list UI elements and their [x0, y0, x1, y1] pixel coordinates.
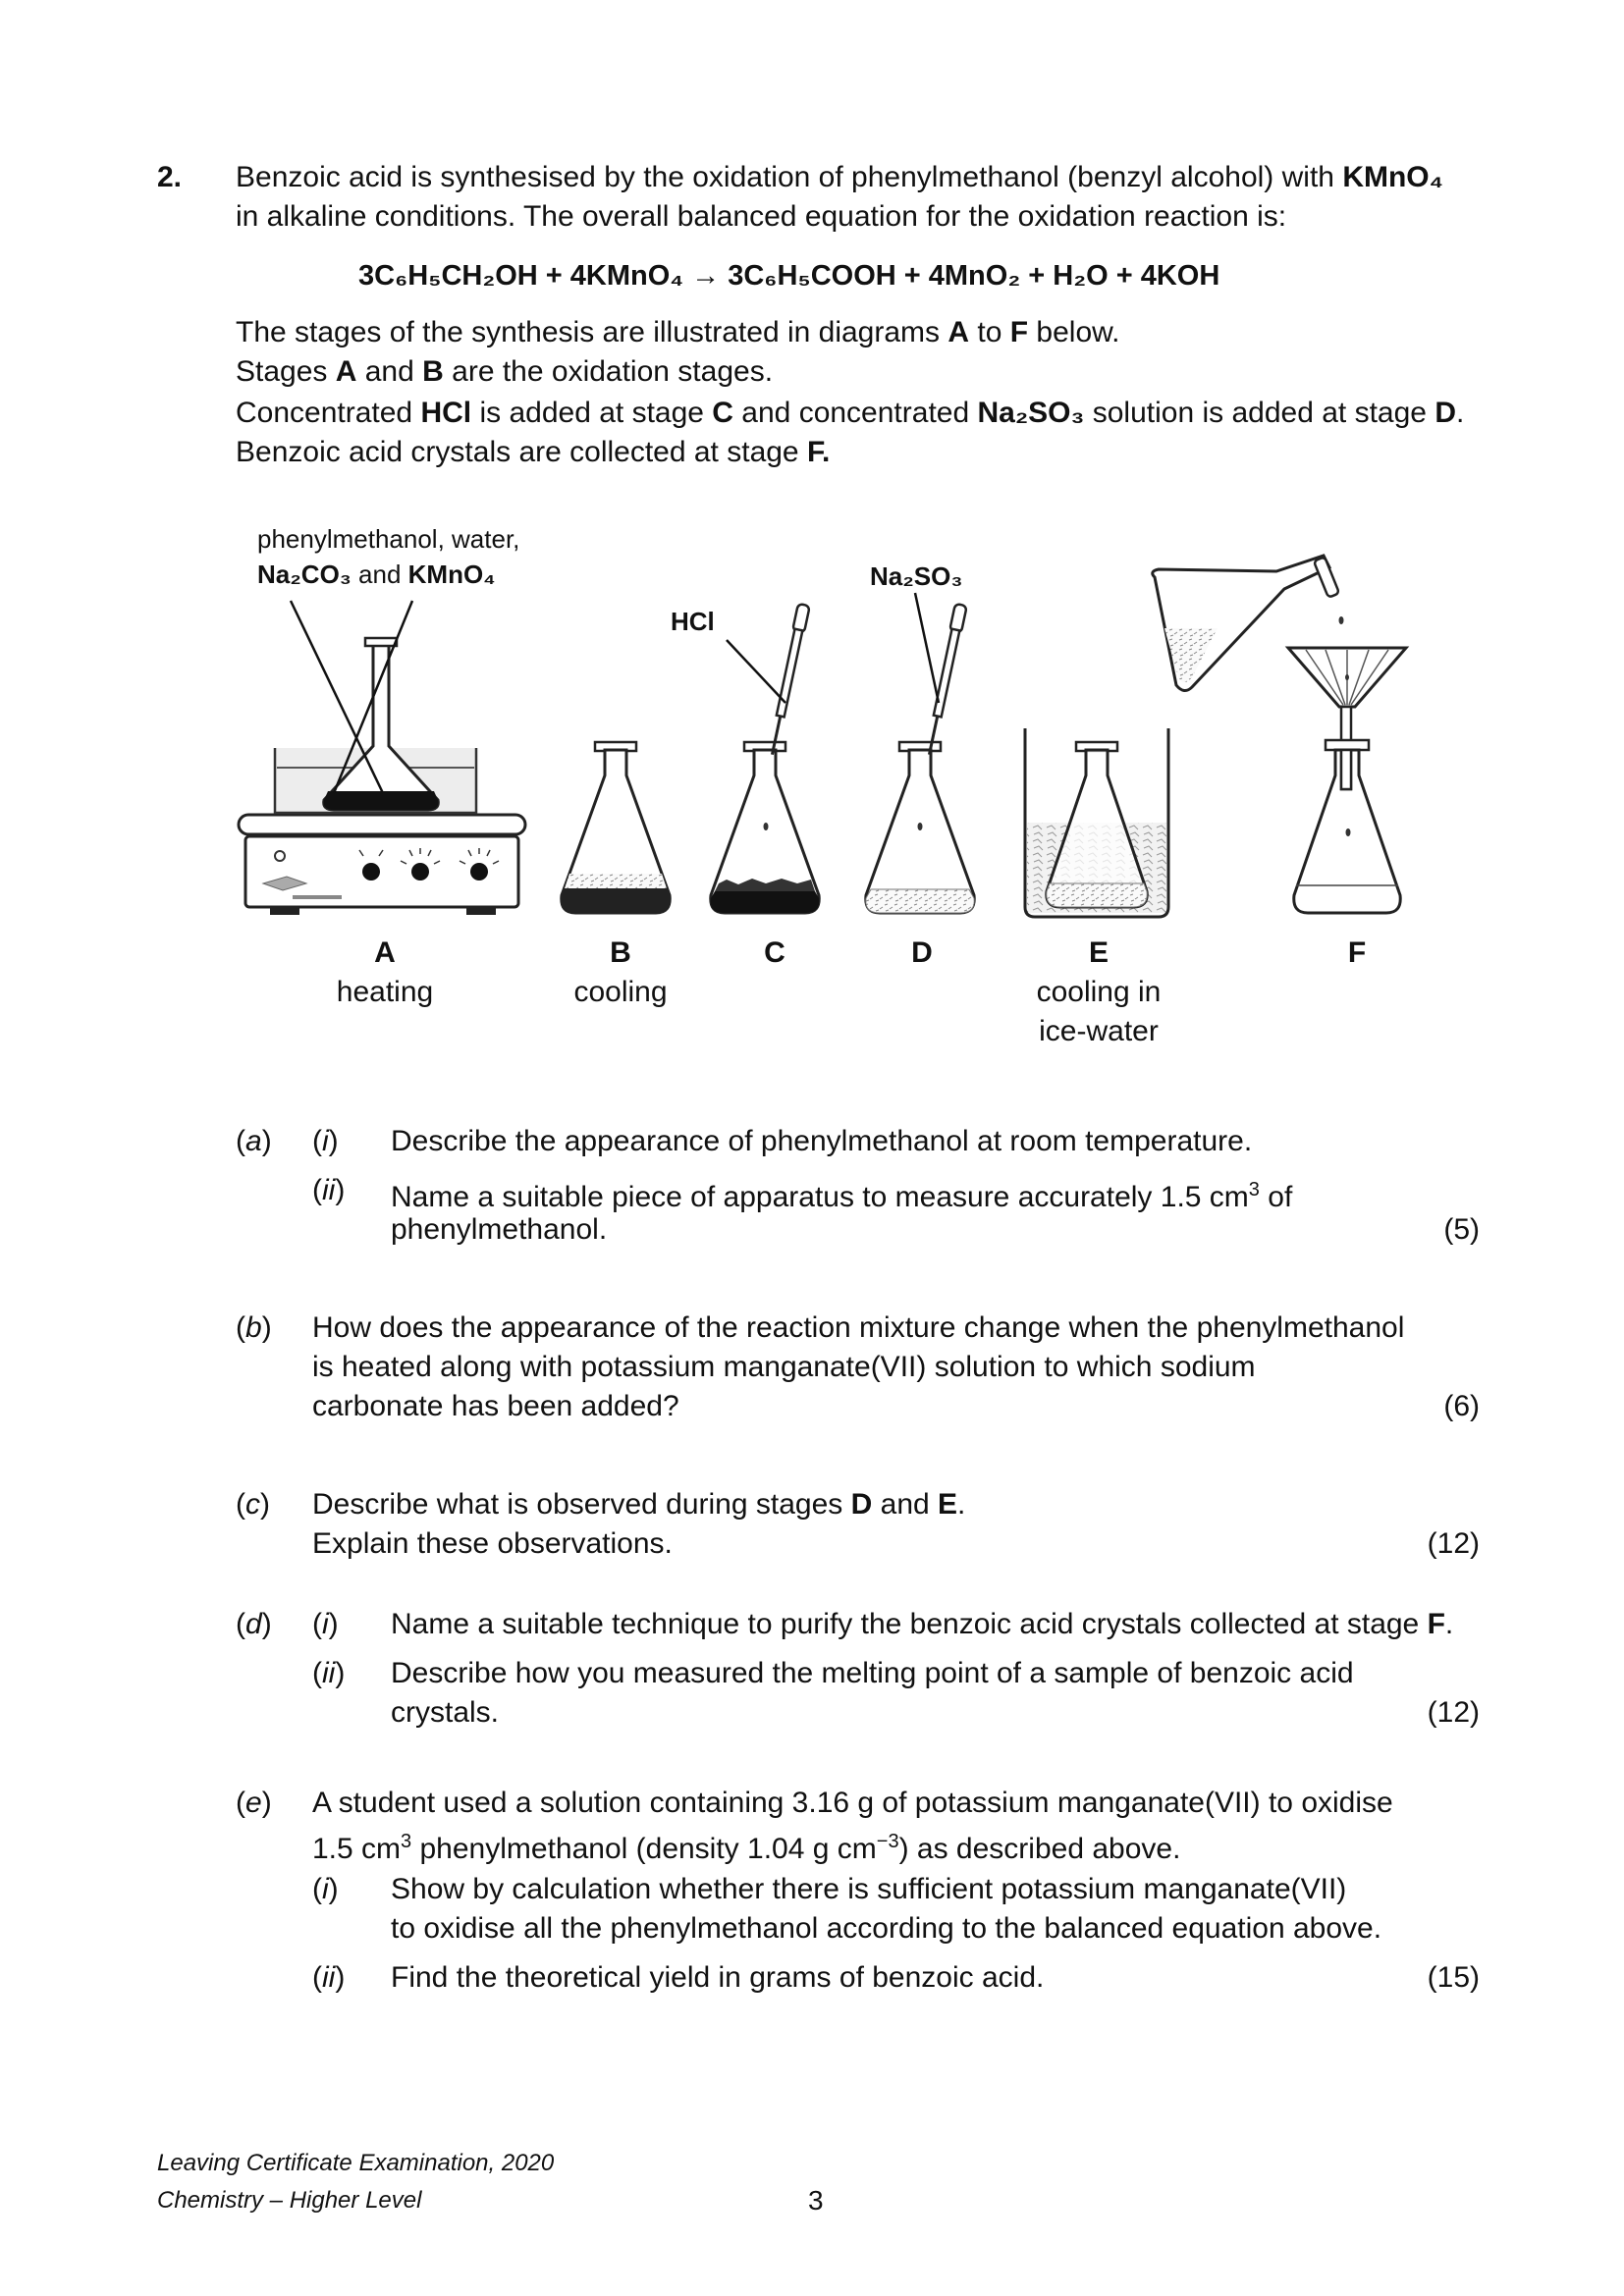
- text: .: [1455, 397, 1465, 429]
- part-c-label: (c): [236, 1488, 270, 1521]
- text: Concentrated: [236, 397, 421, 429]
- hcl-label: HCl: [671, 607, 715, 636]
- part-e-i-label: (i): [312, 1873, 339, 1905]
- part-a-ii-text-2: phenylmethanol.: [391, 1213, 608, 1246]
- text: Na₂SO₃: [977, 397, 1085, 429]
- part-e-marks: (15): [1427, 1961, 1480, 1994]
- text: .: [1444, 1608, 1454, 1640]
- dropper-d: [924, 604, 967, 756]
- text: Stages: [236, 355, 336, 388]
- part-d-ii-label: (ii): [312, 1657, 346, 1689]
- reagent-label-line-2: [257, 558, 496, 591]
- part-d-label: (d): [236, 1608, 272, 1640]
- flask-b-precipitate: [562, 888, 670, 913]
- stage-caption-b: cooling: [573, 976, 668, 1008]
- stage-caption-e: cooling in: [1036, 976, 1162, 1008]
- text: E: [938, 1488, 958, 1521]
- stage-letter-e: E: [1088, 936, 1109, 969]
- part-e-label: (e): [236, 1787, 272, 1819]
- text: and concentrated: [732, 397, 978, 429]
- stage-d-flask: [866, 593, 974, 913]
- part-d-i-text: [391, 1604, 1453, 1644]
- text: F: [1009, 316, 1029, 348]
- part-b-line-3: carbonate has been added?: [312, 1390, 679, 1422]
- hotplate-foot: [270, 907, 299, 915]
- hotplate-knob-icon[interactable]: [470, 863, 488, 881]
- na2so3-label: Na₂SO₃: [870, 561, 963, 591]
- droplet-icon: [1346, 828, 1351, 836]
- text: phenylmethanol (density 1.04 g cm: [411, 1833, 877, 1865]
- stage-caption-a: heating: [336, 976, 434, 1008]
- text: KMnO₄: [407, 560, 496, 589]
- droplet-icon: [1339, 616, 1344, 624]
- part-d-i-label: (i): [312, 1608, 339, 1640]
- text: .: [957, 1488, 966, 1521]
- part-c-line-2: Explain these observations.: [312, 1527, 673, 1560]
- part-a-label: (a): [236, 1125, 272, 1157]
- flask-b-haze: [565, 874, 667, 888]
- text: 3: [1248, 1179, 1260, 1201]
- stage-letter-b: B: [610, 936, 631, 969]
- part-e-line-2: [312, 1822, 1180, 1869]
- text: 1.5 cm: [312, 1833, 402, 1865]
- text: solution is added at stage: [1084, 397, 1435, 429]
- droplet-icon: [764, 823, 769, 830]
- intro-line-2: in alkaline conditions. The overall balanced equation for the oxidation reaction is:: [236, 200, 1287, 233]
- text: a: [245, 1125, 262, 1157]
- dropper-c: [767, 604, 810, 756]
- text: below.: [1028, 316, 1120, 348]
- part-e-line-1: A student used a solution containing 3.16 g of potassium manganate(VII) to oxidise: [312, 1787, 1393, 1819]
- hcl-pointer-line: [727, 640, 785, 703]
- text: e: [245, 1787, 262, 1819]
- stage-caption-e-2: ice-water: [1039, 1015, 1159, 1047]
- balanced-equation: 3C₆H₅CH₂OH + 4KMnO₄ → 3C₆H₅COOH + 4MnO₂ + H₂O + 4KOH: [358, 260, 1220, 292]
- text: b: [245, 1311, 262, 1344]
- text: A: [947, 316, 970, 348]
- hotplate-knob-icon[interactable]: [362, 863, 380, 881]
- text: Name a suitable technique to purify the benzoic acid crystals collected at stage: [391, 1608, 1428, 1640]
- hotplate-foot: [466, 907, 496, 915]
- text: and: [351, 560, 408, 589]
- flask-a: [324, 643, 439, 810]
- intro-kmno4: KMnO₄: [1342, 161, 1443, 193]
- text: i: [322, 1125, 329, 1157]
- part-b-label: (b): [236, 1311, 272, 1344]
- hotplate-knob-icon[interactable]: [411, 863, 429, 881]
- stage-letter-f: F: [1347, 936, 1367, 969]
- flask-a-rim: [365, 638, 397, 646]
- part-e-ii-text: Find the theoretical yield in grams of benzoic acid.: [391, 1961, 1045, 1994]
- part-c-marks: (12): [1427, 1527, 1480, 1560]
- text: ii: [322, 1174, 336, 1206]
- hotplate-top: [239, 815, 525, 834]
- droplet-icon: [918, 823, 923, 830]
- part-a-i-text: Describe the appearance of phenylmethanol at room temperature.: [391, 1125, 1253, 1157]
- text: A: [335, 355, 357, 388]
- part-a-marks: (5): [1443, 1213, 1480, 1246]
- part-b-line-1: How does the appearance of the reaction mixture change when the phenylmethanol: [312, 1311, 1405, 1344]
- text: to: [969, 316, 1010, 348]
- reagent-label-line-1: phenylmethanol, water,: [257, 524, 520, 554]
- stage-letter-c: C: [764, 936, 785, 969]
- text: and: [356, 355, 423, 388]
- hotplate-stripe: [293, 895, 342, 899]
- text: HCl: [420, 397, 472, 429]
- part-e-i-text-1: Show by calculation whether there is sufficient potassium manganate(VII): [391, 1873, 1347, 1905]
- text: d: [245, 1608, 262, 1640]
- text: and: [872, 1488, 939, 1521]
- stage-a-apparatus: [239, 601, 525, 915]
- text: D: [850, 1488, 873, 1521]
- text: i: [322, 1873, 329, 1905]
- text: D: [1435, 397, 1456, 429]
- stage-e-apparatus: [1025, 728, 1168, 917]
- text: are the oxidation stages.: [443, 355, 774, 388]
- question-number: 2.: [157, 161, 183, 193]
- footer-subject: Chemistry – Higher Level: [157, 2187, 422, 2214]
- part-c-line-1: [312, 1484, 965, 1524]
- text: c: [245, 1488, 260, 1521]
- stage-f-apparatus: [1146, 551, 1406, 913]
- stage-letter-a: A: [374, 936, 396, 969]
- part-e-i-text-2: to oxidise all the phenylmethanol according to the balanced equation above.: [391, 1912, 1382, 1945]
- flask-c-precipitate: [711, 891, 819, 913]
- text: 3: [401, 1831, 412, 1852]
- synthesis-diagram: [0, 0, 1624, 1080]
- text: F: [1427, 1608, 1445, 1640]
- text: −3: [876, 1831, 899, 1852]
- text: Benzoic acid crystals are collected at stage: [236, 436, 807, 468]
- text: Name a suitable piece of apparatus to measure accurately 1.5 cm: [391, 1181, 1249, 1213]
- text: Describe what is observed during stages: [312, 1488, 851, 1521]
- part-d-ii-text-1: Describe how you measured the melting point of a sample of benzoic acid: [391, 1657, 1354, 1689]
- intro-text: Benzoic acid is synthesised by the oxidation of phenylmethanol (benzyl alcohol) with: [236, 161, 1343, 193]
- text: C: [712, 397, 733, 429]
- text: ii: [322, 1657, 336, 1689]
- na2so3-pointer-line: [915, 593, 939, 703]
- stage-b-flask: [562, 742, 670, 913]
- text: F.: [806, 436, 831, 468]
- part-d-marks: (12): [1427, 1696, 1480, 1729]
- part-d-ii-text-2: crystals.: [391, 1696, 500, 1729]
- text: ) as described above.: [898, 1833, 1181, 1865]
- text: i: [322, 1608, 329, 1640]
- part-a-i-label: (i): [312, 1125, 339, 1157]
- text: is added at stage: [471, 397, 713, 429]
- text: of: [1259, 1181, 1293, 1213]
- part-b-line-2: is heated along with potassium manganate(VII) solution to which sodium: [312, 1351, 1256, 1383]
- text: ii: [322, 1961, 336, 1994]
- part-b-marks: (6): [1443, 1390, 1480, 1422]
- text: B: [422, 355, 444, 388]
- page-number: 3: [808, 2185, 824, 2216]
- flask-a-dark-solution: [324, 791, 439, 810]
- part-a-ii-label: (ii): [312, 1174, 346, 1206]
- footer-exam: Leaving Certificate Examination, 2020: [157, 2150, 555, 2176]
- stage-c-flask: [711, 604, 819, 913]
- part-e-ii-label: (ii): [312, 1961, 346, 1994]
- text: The stages of the synthesis are illustrated in diagrams: [236, 316, 948, 348]
- text: Na₂CO₃: [257, 560, 352, 589]
- stage-letter-d: D: [911, 936, 933, 969]
